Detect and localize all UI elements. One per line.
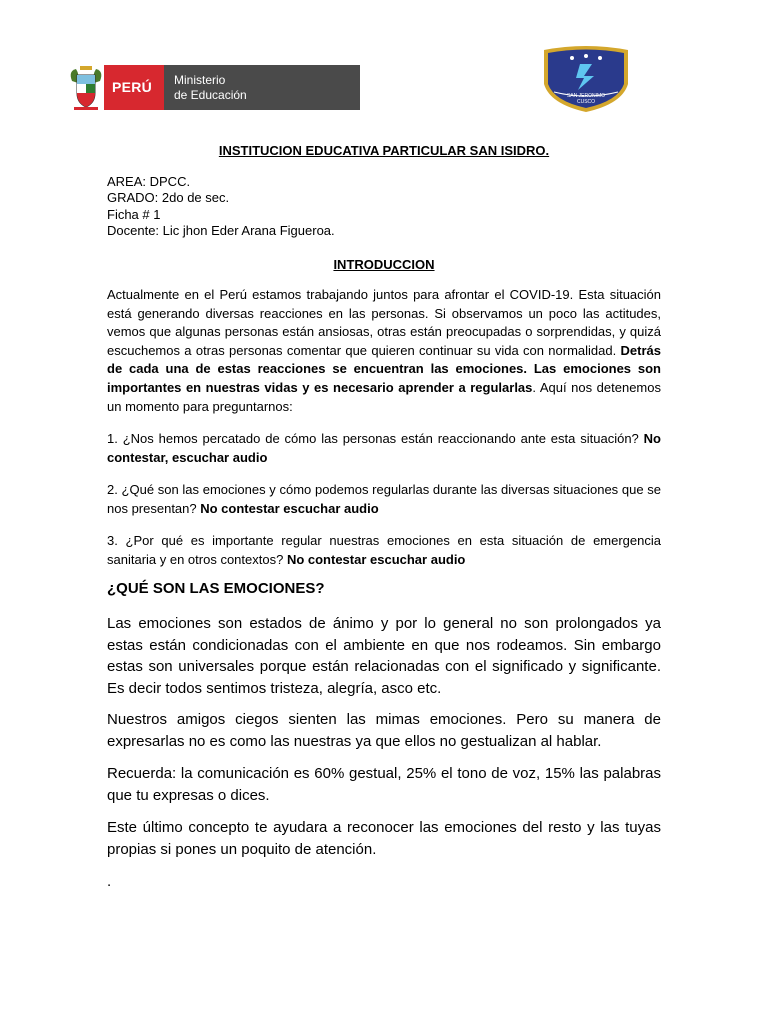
question-text: 1. ¿Nos hemos percatado de cómo las personas están reaccionando ante esta situación? (107, 431, 644, 446)
svg-text:SAN JERONIMO: SAN JERONIMO (566, 93, 606, 99)
ministry-line-1: Ministerio (174, 73, 226, 87)
section-paragraph-1: Las emociones son estados de ánimo y por lo general no son prolongados ya estas están condicionadas con el ambiente en que nos rodeamos. Sin embargo estas son universales porque están relacionadas con el significado y significante. Es decir todos sentimos tristeza, alegría, asco etc. (107, 615, 661, 697)
intro-heading: INTRODUCCION (333, 257, 435, 272)
intro-paragraph (107, 286, 661, 416)
peru-label: PERÚ (112, 79, 153, 95)
area-label: AREA: DPCC. (107, 174, 191, 189)
intro-text: Actualmente en el Perú estamos trabajando juntos para afrontar el COVID-19. Esta situación está generando diversas reacciones en las personas. Si observamos un poco las actitudes, vemos que algunas personas están ansiosas, otras están preocupadas o sorprendidas, y quizá escuchemos a otras personas comentar que quieren continuar su vida con normalidad. (107, 287, 661, 358)
peru-flag-block (104, 65, 164, 110)
question-note: No contestar, escuchar audio (107, 431, 661, 465)
peru-coat-of-arms-icon (66, 63, 106, 112)
school-logo (542, 44, 630, 114)
question-text: 3. ¿Por qué es importante regular nuestras emociones en esta situación de emergencia sanitaria y en otros contextos? (107, 533, 661, 567)
intro-bold-text: Detrás de cada una de estas reacciones se encuentran las emociones. Las emociones son importantes en nuestras vidas y es necesario aprender a regularlas (107, 342, 661, 395)
teacher-label: Docente: Lic jhon Eder Arana Figueroa. (107, 223, 335, 238)
ministry-name-block (164, 65, 360, 110)
question-1 (107, 430, 661, 467)
school-title: INSTITUCION EDUCATIVA PARTICULAR SAN ISIDRO. (218, 143, 550, 158)
school-shield-icon (542, 44, 630, 114)
question-3 (107, 532, 661, 569)
question-text: 2. ¿Qué son las emociones y cómo podemos regularlas durante las diversas situaciones que se nos presentan? (107, 482, 661, 516)
svg-text:CUSCO: CUSCO (576, 99, 596, 105)
intro-text-end: . Aquí nos detenemos un momento para preguntarnos: (107, 379, 661, 414)
section-heading: ¿QUÉ SON LAS EMOCIONES? (107, 580, 325, 597)
worksheet-label: Ficha # 1 (107, 207, 161, 222)
section-paragraph-2: Nuestros amigos ciegos sienten las mimas emociones. Pero su manera de expresarlas no es como las nuestras ya que ellos no gestualizan al hablar. (107, 711, 661, 750)
question-note: No contestar escuchar audio (200, 500, 379, 516)
question-note: No contestar escuchar audio (286, 551, 466, 567)
section-paragraph-3: Recuerda: la comunicación es 60% gestual, 25% el tono de voz, 15% las palabras que tu expresas o dices. (107, 765, 661, 804)
section-paragraph-5: . (107, 873, 112, 890)
ministry-line-2: de Educación (174, 88, 247, 102)
section-paragraph-4: Este último concepto te ayudara a reconocer las emociones del resto y las tuyas propias si pones un poquito de atención. (107, 819, 661, 858)
question-2 (107, 481, 661, 518)
grade-label: GRADO: 2do de sec. (107, 190, 230, 205)
ministry-logo (66, 63, 296, 112)
